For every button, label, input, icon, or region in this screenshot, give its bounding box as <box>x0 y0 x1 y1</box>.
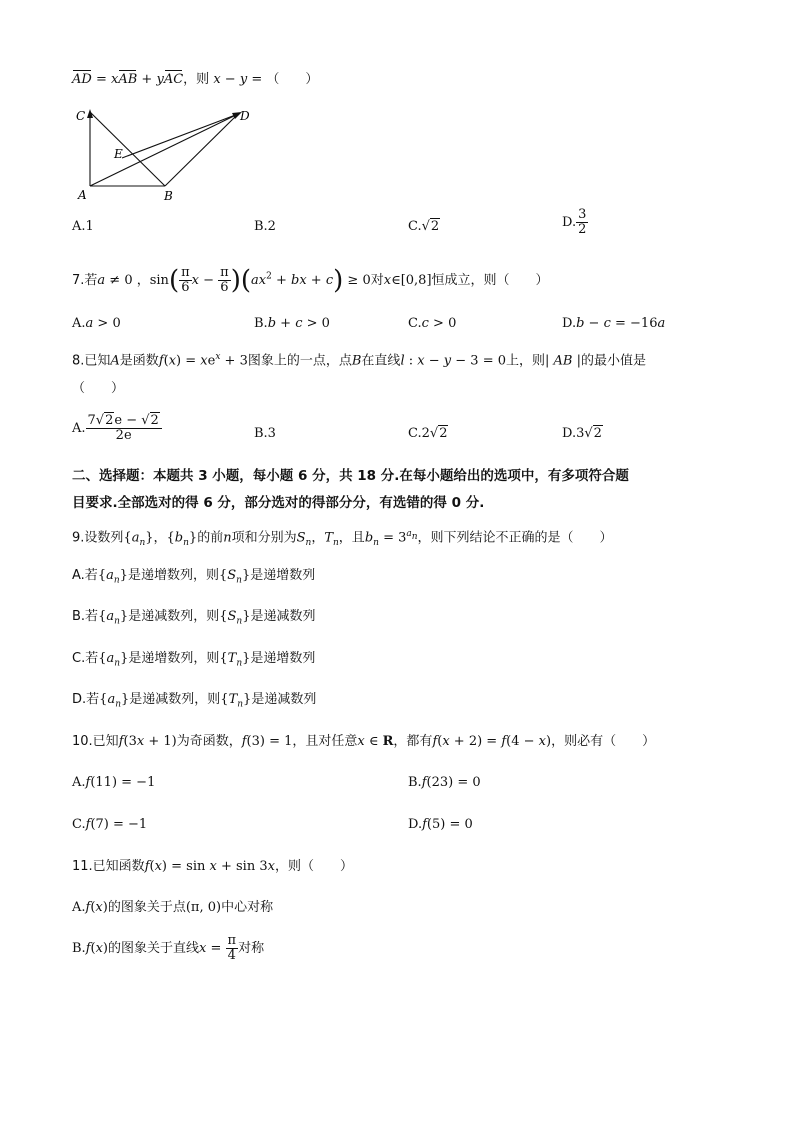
q7-stem: 7.若a ≠ 0 ，sin( $\frac{\pi}{6}$ x − $\frac{\pi}{6}$ )($ax^2$ + bx + c) ≥ 0对x∈[0,8]恒成立，则（ ） <box>72 265 549 296</box>
q9-option-d[interactable]: D.若$\{a_n\}$是递减数列，则$\{T_n\}$是递减数列 <box>72 692 317 710</box>
q6-option-d[interactable]: D. $\frac{3}{2}$ <box>562 207 587 237</box>
q10-option-c[interactable]: C.f(7) = −1 <box>72 817 148 832</box>
q6-geometry-diagram <box>70 100 270 205</box>
q8-stem: 8.已知A是函数$f(x) = xe^x + 3$图象上的一点，点B在直线l : x − y − 3 = 0上，则| AB |的最小值是 <box>72 352 647 369</box>
q10-option-b[interactable]: B.f(23) = 0 <box>408 775 481 790</box>
q10-stem: 10.已知f(3x + 1)为奇函数，f(3) = 1，且对任意x ∈ R，都有f(x + 2) = f(4 − x)，则必有（ ） <box>72 734 656 749</box>
q6-stem: AD = xAB + yAC，则 x − y = （ ） <box>72 72 319 87</box>
q10-option-d[interactable]: D.f(5) = 0 <box>408 817 473 832</box>
q7-option-b[interactable]: B.b + c > 0 <box>254 316 330 331</box>
section2-heading-line1: 二、选择题：本题共 3 小题，每小题 6 分，共 18 分.在每小题给出的选项中，有多项符合题 <box>72 468 629 484</box>
q9-stem: 9.设数列$\{a_n\}$，$\{b_n\}$的前n项和分别为$S_n$，$T_n$，且$b_n = 3^{a_n}$，则下列结论不正确的是（ ） <box>72 529 613 548</box>
section2-heading-line2: 目要求.全部选对的得 6 分，部分选对的得部分分，有选错的得 0 分. <box>72 495 485 511</box>
q8-option-a[interactable]: A. $\frac{7√2e - √2}{2e}$ <box>72 414 162 443</box>
q9-option-b[interactable]: B.若$\{a_n\}$是递减数列，则$\{S_n\}$是递减数列 <box>72 609 316 627</box>
q7-option-a[interactable]: A.a > 0 <box>72 316 121 331</box>
q11-option-b[interactable]: B.f(x)的图象关于直线x = $\frac{\pi}{4}$ 对称 <box>72 933 265 963</box>
q6-option-a[interactable]: A.1 <box>72 219 94 234</box>
q11-stem: 11.已知函数f(x) = sin x + sin 3x，则（ ） <box>72 859 353 874</box>
label-a: A <box>78 188 87 202</box>
q7-option-c[interactable]: C.c > 0 <box>408 316 457 331</box>
q6-option-b[interactable]: B.2 <box>254 219 276 234</box>
label-b: B <box>164 189 173 203</box>
q8-paren: （ ） <box>72 381 125 396</box>
q11-option-a[interactable]: A.f(x)的图象关于点(π, 0)中心对称 <box>72 900 274 915</box>
vector-ad: AD <box>72 72 92 87</box>
q8-option-b[interactable]: B.3 <box>254 426 276 441</box>
q6-option-c[interactable]: C.√2 <box>408 219 440 234</box>
vector-ab: AB <box>118 72 138 87</box>
q8-option-c[interactable]: C.2√2 <box>408 426 448 441</box>
q7-option-d[interactable]: D.b − c = −16a <box>562 316 666 331</box>
q8-option-d[interactable]: D.3√2 <box>562 426 602 441</box>
vector-ac: AC <box>163 72 184 87</box>
label-c: C <box>76 109 86 123</box>
q9-option-c[interactable]: C.若$\{a_n\}$是递增数列，则$\{T_n\}$是递增数列 <box>72 651 316 669</box>
label-e: E <box>114 147 123 161</box>
q9-option-a[interactable]: A.若$\{a_n\}$是递增数列，则$\{S_n\}$是递增数列 <box>72 568 316 586</box>
label-d: D <box>240 109 250 123</box>
q10-option-a[interactable]: A.f(11) = −1 <box>72 775 156 790</box>
